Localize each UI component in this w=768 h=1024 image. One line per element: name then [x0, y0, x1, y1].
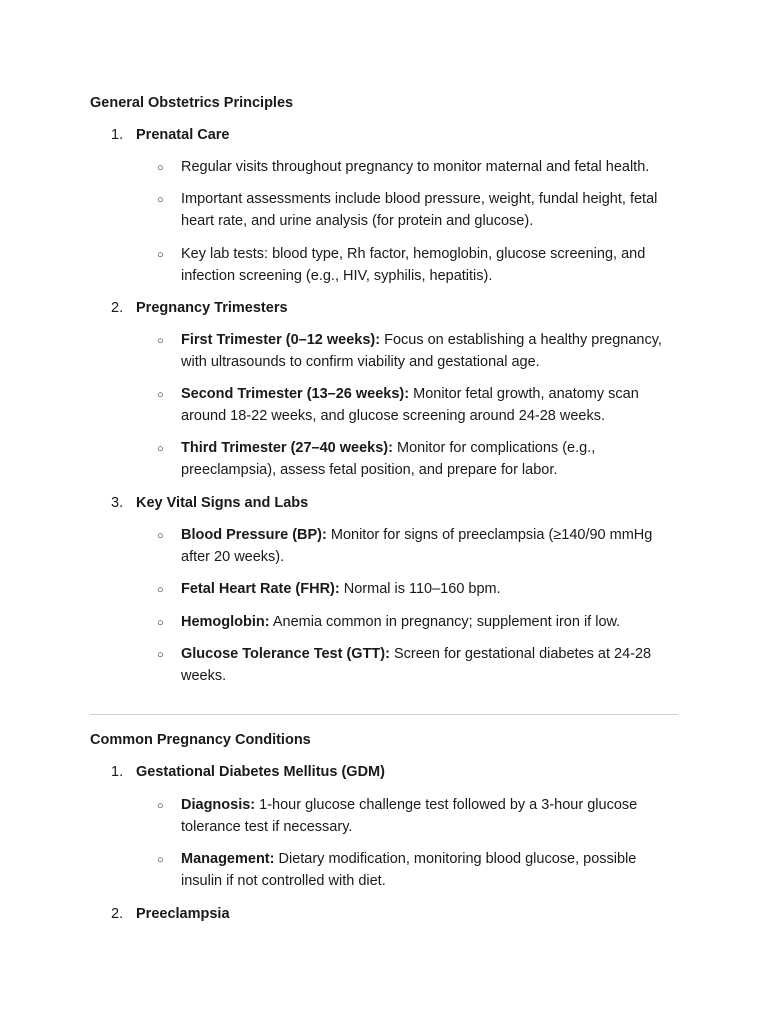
bullet-icon: ○ [157, 443, 164, 455]
section-divider [90, 714, 678, 715]
section-heading: Common Pregnancy Conditions [90, 732, 311, 748]
bullet-icon: ○ [157, 649, 164, 661]
bullet-icon: ○ [157, 617, 164, 629]
bullet-icon: ○ [157, 584, 164, 596]
list-number: 3. [111, 495, 124, 511]
bullet-text: Second Trimester (13–26 weeks): Monitor fetal growth, anatomy scan around 18-22 weeks, and glucose screening around 24-28 weeks. [181, 386, 639, 424]
list-item-title: Gestational Diabetes Mellitus (GDM) [136, 764, 385, 780]
list-number: 1. [111, 127, 124, 143]
bullet-icon: ○ [157, 335, 164, 347]
bullet-icon: ○ [157, 162, 164, 174]
bullet-text: First Trimester (0–12 weeks): Focus on establishing a healthy pregnancy, with ultrasounds to confirm viability and gestational age. [181, 332, 662, 370]
bullet-icon: ○ [157, 530, 164, 542]
bullet-icon: ○ [157, 854, 164, 866]
bullet-text: Diagnosis: 1-hour glucose challenge test followed by a 3-hour glucose tolerance test if necessary. [181, 797, 638, 835]
bullet-icon: ○ [157, 194, 164, 206]
section-heading: General Obstetrics Principles [90, 95, 294, 111]
bullet-icon: ○ [157, 249, 164, 261]
bullet-text: Hemoglobin: Anemia common in pregnancy; supplement iron if low. [181, 614, 621, 630]
list-number: 2. [111, 300, 124, 316]
list-number: 1. [111, 764, 124, 780]
list-item-title: Pregnancy Trimesters [136, 300, 288, 316]
bullet-text: Fetal Heart Rate (FHR): Normal is 110–160 bpm. [181, 581, 501, 597]
bullet-text: Management: Dietary modification, monitoring blood glucose, possible insulin if not controlled with diet. [181, 851, 637, 889]
bullet-text: Blood Pressure (BP): Monitor for signs of preeclampsia (≥140/90 mmHg after 20 weeks). [181, 527, 653, 565]
bullet-text: Glucose Tolerance Test (GTT): Screen for gestational diabetes at 24-28 weeks. [181, 646, 652, 684]
bullet-icon: ○ [157, 800, 164, 812]
list-item-title: Key Vital Signs and Labs [136, 495, 309, 511]
bullet-text: Third Trimester (27–40 weeks): Monitor for complications (e.g., preeclampsia), assess fetal position, and prepare for labor. [181, 440, 596, 478]
list-item-title: Prenatal Care [136, 127, 230, 143]
list-item-title: Preeclampsia [136, 906, 230, 922]
bullet-text: Key lab tests: blood type, Rh factor, hemoglobin, glucose screening, and infection screening (e.g., HIV, syphilis, hepatitis). [181, 246, 646, 284]
list-number: 2. [111, 906, 124, 922]
bullet-icon: ○ [157, 389, 164, 401]
bullet-text: Regular visits throughout pregnancy to monitor maternal and fetal health. [181, 159, 650, 175]
bullet-text: Important assessments include blood pressure, weight, fundal height, fetal heart rate, and urine analysis (for protein and glucose). [181, 191, 658, 229]
